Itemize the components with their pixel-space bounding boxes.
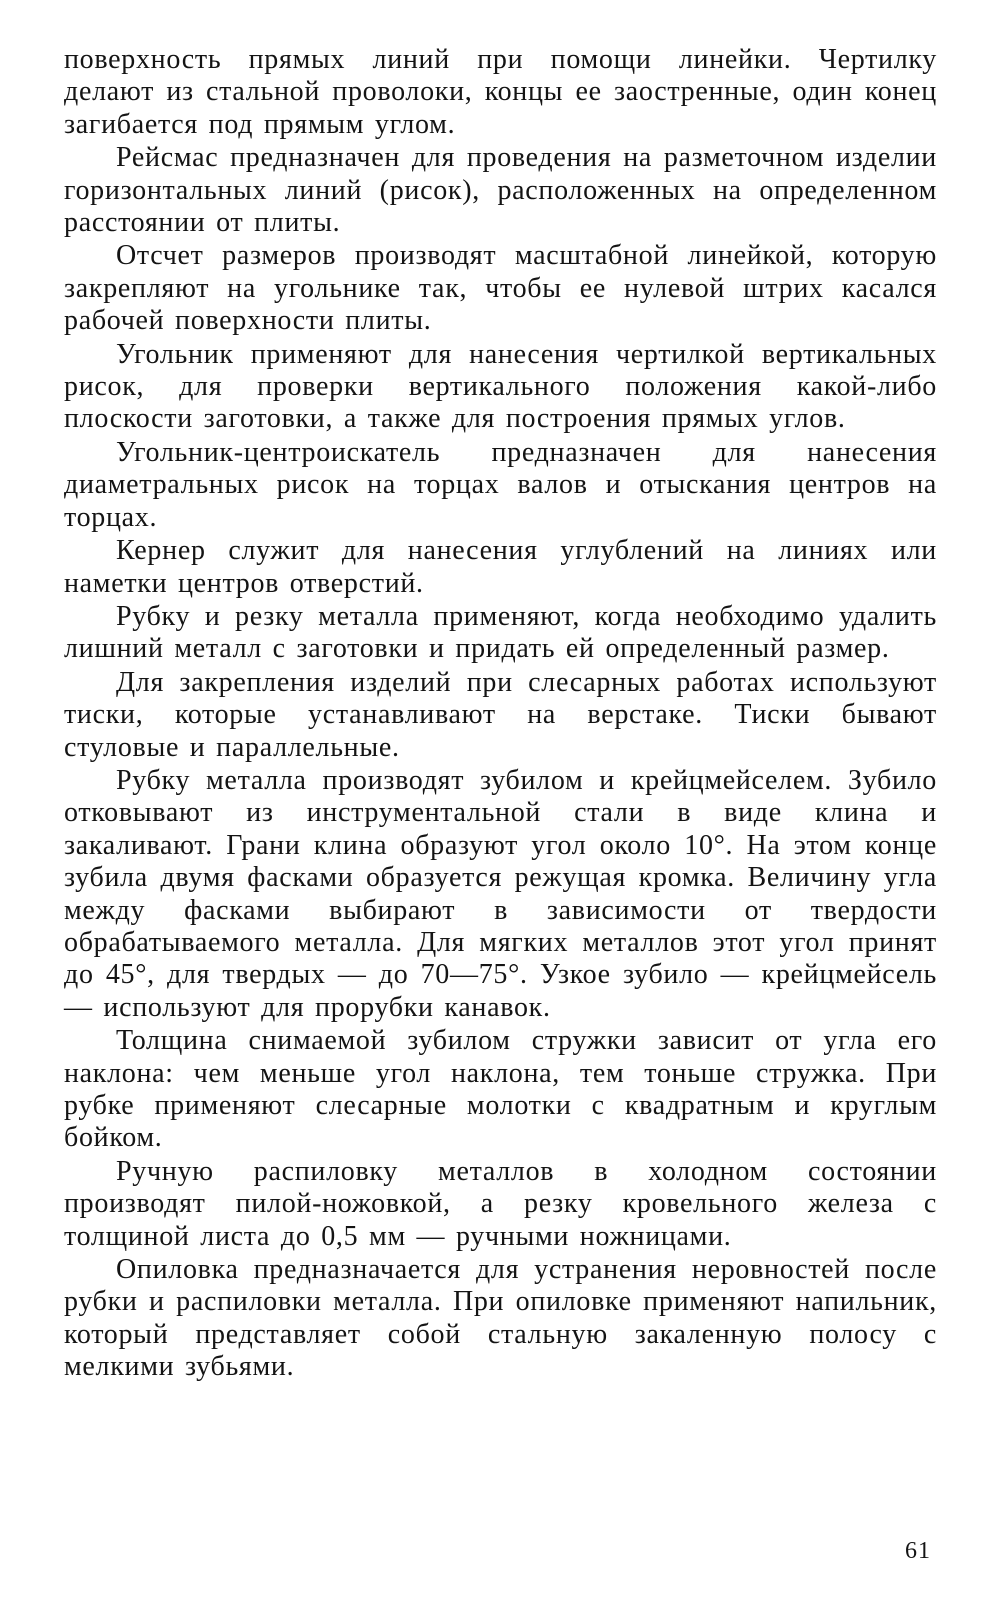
paragraph-11: Ручную распиловку металлов в холодном состоянии производят пилой-ножовкой, а резку кровельного железа с толщиной листа до 0,5 мм — ручными ножницами. <box>64 1155 937 1252</box>
body-text <box>64 44 937 1384</box>
page-number: 61 <box>905 1538 931 1564</box>
paragraph-5: Угольник-центроискатель предназначен для нанесения диаметральных рисок на торцах валов и отыскания центров на торцах. <box>64 436 937 533</box>
paragraph-8: Для закрепления изделий при слесарных работах используют тиски, которые устанавливают на верстаке. Тиски бывают стуловые и параллельные. <box>64 666 937 763</box>
paragraph-4: Угольник применяют для нанесения чертилкой вертикальных рисок, для проверки вертикального положения какой-либо плоскости заготовки, а также для построения прямых углов. <box>64 338 937 435</box>
paragraph-2: Рейсмас предназначен для проведения на разметочном изделии горизонтальных линий (рисок), расположенных на определенном расстоянии от плиты. <box>64 142 937 239</box>
paragraph-7: Рубку и резку металла применяют, когда необходимо удалить лишний металл с заготовки и придать ей определенный размер. <box>64 600 937 665</box>
paragraph-6: Кернер служит для нанесения углублений на линиях или наметки центров отверстий. <box>64 535 937 599</box>
paragraph-1: поверхность прямых линий при помощи линейки. Чертилку делают из стальной проволоки, концы ее заостренные, один конец загибается под прямым углом. <box>64 44 937 140</box>
paragraph-10: Толщина снимаемой зубилом стружки зависит от угла его наклона: чем меньше угол наклона, тем тоньше стружка. При рубке применяют слесарные молотки с квадратным и круглым бойком. <box>64 1025 937 1154</box>
paragraph-9: Рубку металла производят зубилом и крейцмейселем. Зубило отковывают из инструментальной стали в виде клина и закаливают. Грани клина образуют угол около 10°. На этом конце зубила двумя фасками образуется режущая кромка. Величину угла между фасками выбирают в зависимости от твердости обрабатываемого металла. Для мягких металлов этот угол принят до 45°, для твердых — до 70—75°. Узкое зубило — крейцмейсель — используют для прорубки канавок. <box>64 764 937 1023</box>
paragraph-12: Опиловка предназначается для устранения неровностей после рубки и распиловки металла. При опиловке применяют напильник, который представляет собой стальную закаленную полосу с мелкими зубьями. <box>64 1254 937 1383</box>
paragraph-3: Отсчет размеров производят масштабной линейкой, которую закрепляют на угольнике так, чтобы ее нулевой штрих касался рабочей поверхности плиты. <box>64 240 937 337</box>
